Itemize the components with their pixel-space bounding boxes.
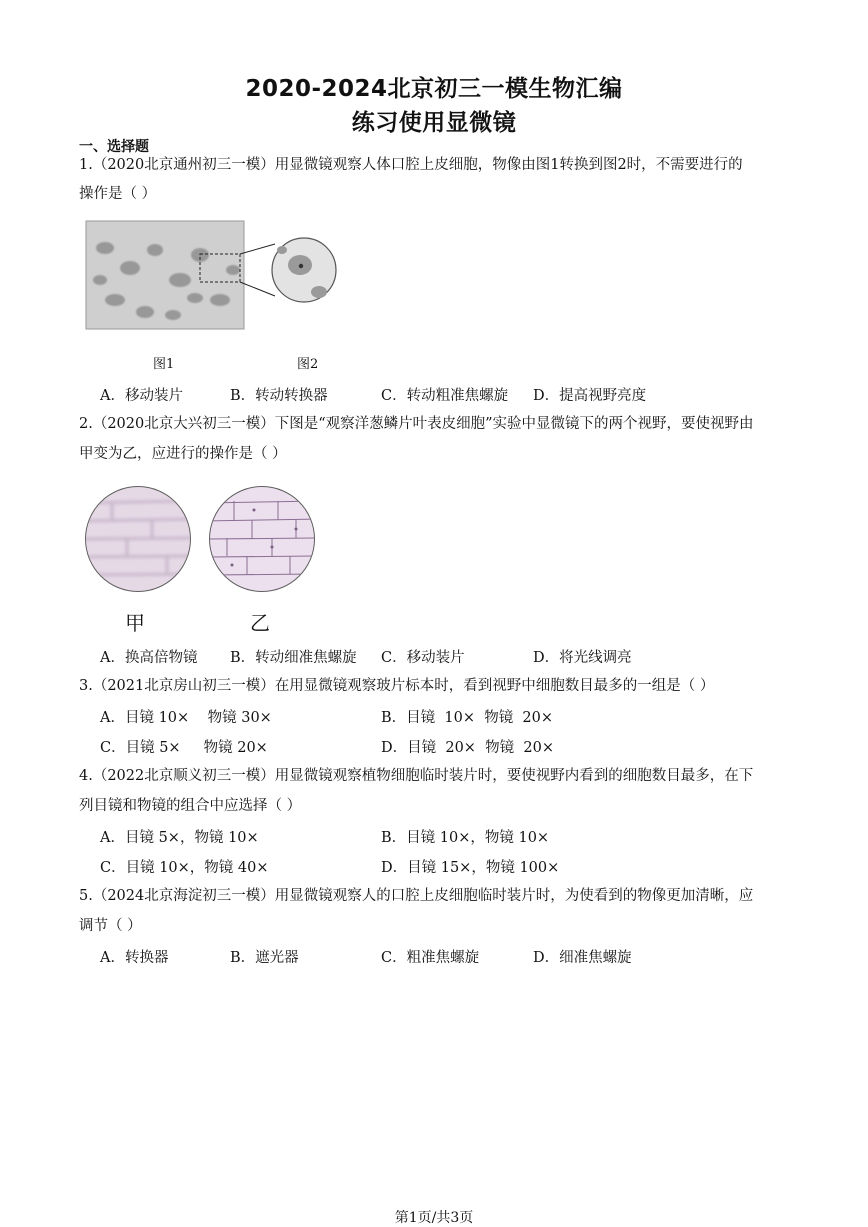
jia-field — [82, 483, 194, 595]
q1-microscope-figure — [85, 220, 341, 332]
q2-fig1-caption: 甲 — [125, 611, 145, 635]
section-heading: 一、选择题 — [79, 139, 149, 155]
q2-microscope-figure — [82, 483, 318, 595]
q4-option-d: D．目镜 15×，物镜 100× — [381, 860, 560, 876]
q4-option-b: B．目镜 10×，物镜 10× — [381, 830, 550, 846]
q4-stem-line1: 4.（2022北京顺义初三一模）用显微镜观察植物细胞临时装片时，要使视野内看到的细胞数目最多，在下 — [79, 768, 754, 784]
q4-stem-line2: 列目镜和物镜的组合中应选择（ ） — [79, 798, 302, 814]
q3-option-d: D．目镜 20× 物镜 20× — [381, 740, 554, 756]
q2-option-d: D．将光线调亮 — [533, 650, 632, 666]
q3-stem-line1: 3.（2021北京房山初三一模）在用显微镜观察玻片标本时，看到视野中细胞数目最多的一组是（ ） — [79, 678, 715, 694]
q1-option-d: D．提高视野亮度 — [533, 388, 647, 404]
q5-option-d: D．细准焦螺旋 — [533, 950, 632, 966]
zoom-line-top — [240, 244, 275, 254]
document-title: 2020-2024北京初三一模生物汇编 — [245, 76, 623, 102]
q1-option-b: B．转动转换器 — [230, 388, 328, 404]
q1-option-a: A．移动装片 — [100, 388, 183, 404]
q5-option-c: C．粗准焦螺旋 — [381, 950, 480, 966]
page-footer: 第1页/共3页 — [394, 1210, 474, 1226]
q5-option-b: B．遮光器 — [230, 950, 299, 966]
q4-option-c: C．目镜 10×，物镜 40× — [100, 860, 269, 876]
fig1-field — [86, 221, 244, 329]
q1-stem-line2: 操作是（ ） — [79, 186, 157, 202]
zoom-line-bottom — [240, 282, 275, 296]
fig2-nucleus — [299, 264, 303, 268]
q1-fig2-caption: 图2 — [297, 357, 319, 372]
q3-option-b: B．目镜 10× 物镜 20× — [381, 710, 554, 726]
q2-fig2-caption: 乙 — [250, 611, 270, 635]
q5-stem-line2: 调节（ ） — [79, 918, 142, 934]
q2-option-b: B．转动细准焦螺旋 — [230, 650, 357, 666]
q1-fig1-caption: 图1 — [153, 357, 175, 372]
q4-option-a: A．目镜 5×，物镜 10× — [100, 830, 259, 846]
yi-field — [206, 483, 318, 595]
q2-option-c: C．移动装片 — [381, 650, 465, 666]
q1-option-c: C．转动粗准焦螺旋 — [381, 388, 509, 404]
q2-stem-line1: 2.（2020北京大兴初三一模）下图是“观察洋葱鳞片叶表皮细胞”实验中显微镜下的两个视野，要使视野由 — [79, 416, 754, 432]
q3-option-a: A．目镜 10× 物镜 30× — [100, 710, 272, 726]
q5-option-a: A．转换器 — [100, 950, 169, 966]
q3-option-c: C．目镜 5× 物镜 20× — [100, 740, 268, 756]
q2-option-a: A．换高倍物镜 — [100, 650, 198, 666]
document-subtitle: 练习使用显微镜 — [351, 110, 517, 136]
q2-stem-line2: 甲变为乙，应进行的操作是（ ） — [79, 446, 287, 462]
q5-stem-line1: 5.（2024北京海淀初三一模）用显微镜观察人的口腔上皮细胞临时装片时，为使看到的物像更加清晰，应 — [79, 888, 754, 904]
q1-stem-line1: 1.（2020北京通州初三一模）用显微镜观察人体口腔上皮细胞，物像由图1转换到图2时，不需要进行的 — [79, 157, 743, 173]
